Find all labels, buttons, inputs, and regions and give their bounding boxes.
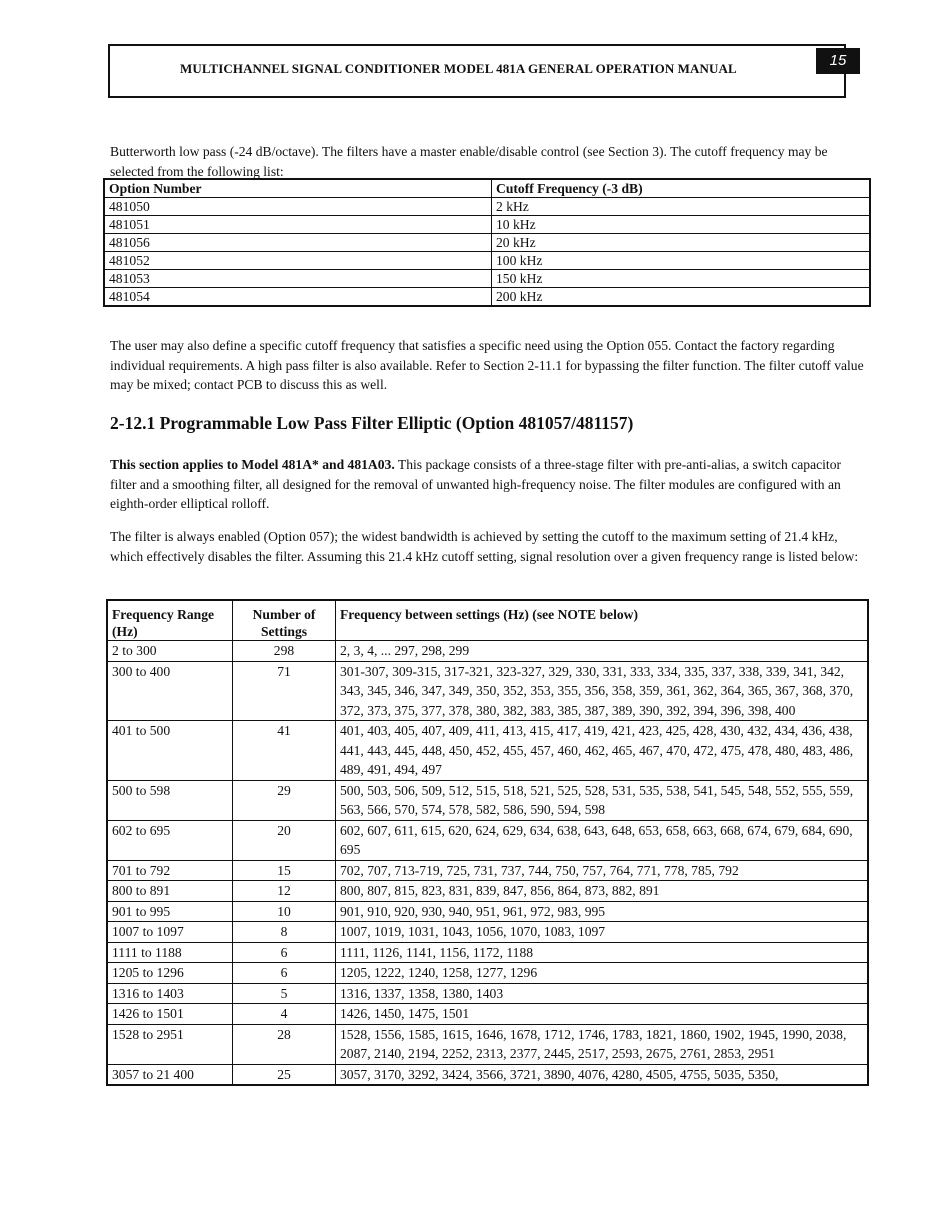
intro-paragraph: Butterworth low pass (-24 dB/octave). The filters have a master enable/disable control (see Section 3). The cutoff frequency may be selected from the following list: [110,144,828,179]
number-of-settings: 298 [233,641,336,662]
page-number-badge: 15 [816,48,860,74]
frequencies: 3057, 3170, 3292, 3424, 3566, 3721, 3890, 4076, 4280, 4505, 4755, 5035, 5350, [336,1064,869,1085]
number-of-settings: 41 [233,721,336,781]
table-row [104,198,870,216]
frequencies: 800, 807, 815, 823, 831, 839, 847, 856, 864, 873, 882, 891 [336,881,869,902]
page-header [108,44,846,98]
section-heading: 2-12.1 Programmable Low Pass Filter Elliptic (Option 481057/481157) [110,413,634,433]
frequencies: 602, 607, 611, 615, 620, 624, 629, 634, 638, 643, 648, 653, 658, 663, 668, 674, 679, 684, 690, 695 [336,820,869,860]
table-row [107,1024,868,1064]
frequencies: 401, 403, 405, 407, 409, 411, 413, 415, 417, 419, 421, 423, 425, 428, 430, 432, 434, 436, 438, 441, 443, 445, 448, 450, 452, 455, 457, 460, 462, 465, 467, 470, 472, 475, 478, 480, 483, 486, 489, 491, 494, 497 [336,721,869,781]
frequencies: 1528, 1556, 1585, 1615, 1646, 1678, 1712, 1746, 1783, 1821, 1860, 1902, 1945, 1990, 2038, 2087, 2140, 2194, 2252, 2313, 2377, 2445, 2517, 2593, 2675, 2761, 2853, 2951 [336,1024,869,1064]
table-row [107,780,868,820]
enabled-paragraph: The filter is always enabled (Option 057); the widest bandwidth is achieved by setting the cutoff to the maximum setting of 21.4 kHz, which effectively disables the filter. Assuming this 21.4 kHz cutoff setting, signal resolution over a given frequency range is listed below: [110,529,859,564]
frequency-range: 1528 to 2951 [107,1024,233,1064]
number-of-settings: 20 [233,820,336,860]
table-row [107,983,868,1004]
number-of-settings: 28 [233,1024,336,1064]
frequencies: 1205, 1222, 1240, 1258, 1277, 1296 [336,963,869,984]
table-row [104,234,870,252]
frequency-range: 701 to 792 [107,860,233,881]
cutoff-frequency: 10 kHz [492,216,871,234]
number-of-settings: 25 [233,1064,336,1085]
table-row [107,1064,868,1085]
option-number: 481056 [104,234,492,252]
frequency-range: 800 to 891 [107,881,233,902]
frequencies: 702, 707, 713-719, 725, 731, 737, 744, 750, 757, 764, 771, 778, 785, 792 [336,860,869,881]
frequencies: 1111, 1126, 1141, 1156, 1172, 1188 [336,942,869,963]
cutoff-frequency: 150 kHz [492,270,871,288]
table-header-row [104,179,870,198]
frequencies: 500, 503, 506, 509, 512, 515, 518, 521, 525, 528, 531, 535, 538, 541, 545, 548, 552, 555, 559, 563, 566, 570, 574, 578, 582, 586, 590, 594, 598 [336,780,869,820]
table-row [107,1004,868,1025]
table-row [107,860,868,881]
number-of-settings: 4 [233,1004,336,1025]
table-row [107,922,868,943]
manual-title: MULTICHANNEL SIGNAL CONDITIONER MODEL 481A GENERAL OPERATION MANUAL [180,61,737,76]
number-of-settings: 6 [233,942,336,963]
frequencies: 1426, 1450, 1475, 1501 [336,1004,869,1025]
frequency-range: 1205 to 1296 [107,963,233,984]
frequency-range: 1111 to 1188 [107,942,233,963]
option-number: 481053 [104,270,492,288]
frequency-range: 1426 to 1501 [107,1004,233,1025]
number-of-settings: 10 [233,901,336,922]
number-of-settings: 15 [233,860,336,881]
table-row [104,288,870,307]
frequencies: 901, 910, 920, 930, 940, 951, 961, 972, 983, 995 [336,901,869,922]
frequency-range: 602 to 695 [107,820,233,860]
header-frequency-range: Frequency Range (Hz) [107,600,233,641]
option-number: 481050 [104,198,492,216]
frequencies: 2, 3, 4, ... 297, 298, 299 [336,641,869,662]
cutoff-frequency: 100 kHz [492,252,871,270]
number-of-settings: 29 [233,780,336,820]
table-row [107,901,868,922]
applies-lead: This section applies to Model 481A* and 481A03. [110,457,395,472]
table-row [104,252,870,270]
number-of-settings: 5 [233,983,336,1004]
frequency-range: 901 to 995 [107,901,233,922]
frequencies: 1316, 1337, 1358, 1380, 1403 [336,983,869,1004]
number-of-settings: 6 [233,963,336,984]
table-row [104,216,870,234]
frequency-range: 500 to 598 [107,780,233,820]
option-number: 481051 [104,216,492,234]
option-number: 481054 [104,288,492,307]
frequency-range: 300 to 400 [107,661,233,721]
applies-text: This package consists of a three-stage filter with pre-anti-alias, a switch capacitor filter and a smoothing filter, all designed for the removal of unwanted high-frequency noise. The filter modules are configured with an eighth-order elliptical rolloff. [110,457,842,511]
table-header-row [107,600,868,641]
table-row [107,661,868,721]
cutoff-frequency: 200 kHz [492,288,871,307]
number-of-settings: 12 [233,881,336,902]
option-number: 481052 [104,252,492,270]
cutoff-frequency-table [103,178,871,307]
number-of-settings: 8 [233,922,336,943]
header-frequency-between-settings: Frequency between settings (Hz) (see NOTE below) [336,600,869,641]
frequency-range: 1316 to 1403 [107,983,233,1004]
table-row [107,641,868,662]
custom-cutoff-paragraph: The user may also define a specific cutoff frequency that satisfies a specific need using the Option 055. Contact the factory regarding individual requirements. A high pass filter is also available. Refer to Section 2-11.1 for bypassing the filter function. The filter cutoff value may be mixed; contact PCB to discuss this as well. [110,338,864,392]
frequency-range: 2 to 300 [107,641,233,662]
header-cutoff-frequency: Cutoff Frequency (-3 dB) [492,179,871,198]
frequencies: 1007, 1019, 1031, 1043, 1056, 1070, 1083, 1097 [336,922,869,943]
frequency-range: 3057 to 21 400 [107,1064,233,1085]
number-of-settings: 71 [233,661,336,721]
frequencies: 301-307, 309-315, 317-321, 323-327, 329, 330, 331, 333, 334, 335, 337, 338, 339, 341, 342, 343, 345, 346, 347, 349, 350, 352, 353, 355, 356, 358, 359, 361, 362, 364, 365, 367, 368, 370, 372, 373, 375, 377, 378, 380, 382, 383, 385, 387, 389, 390, 392, 394, 396, 398, 400 [336,661,869,721]
table-row [107,881,868,902]
header-number-of-settings: Number of Settings [233,600,336,641]
resolution-table [106,599,869,1086]
table-row [107,820,868,860]
cutoff-frequency: 20 kHz [492,234,871,252]
cutoff-frequency: 2 kHz [492,198,871,216]
table-row [107,721,868,781]
frequency-range: 1007 to 1097 [107,922,233,943]
frequency-range: 401 to 500 [107,721,233,781]
table-row [107,963,868,984]
applies-paragraph [110,455,870,514]
table-row [107,942,868,963]
table-row [104,270,870,288]
header-option-number: Option Number [104,179,492,198]
